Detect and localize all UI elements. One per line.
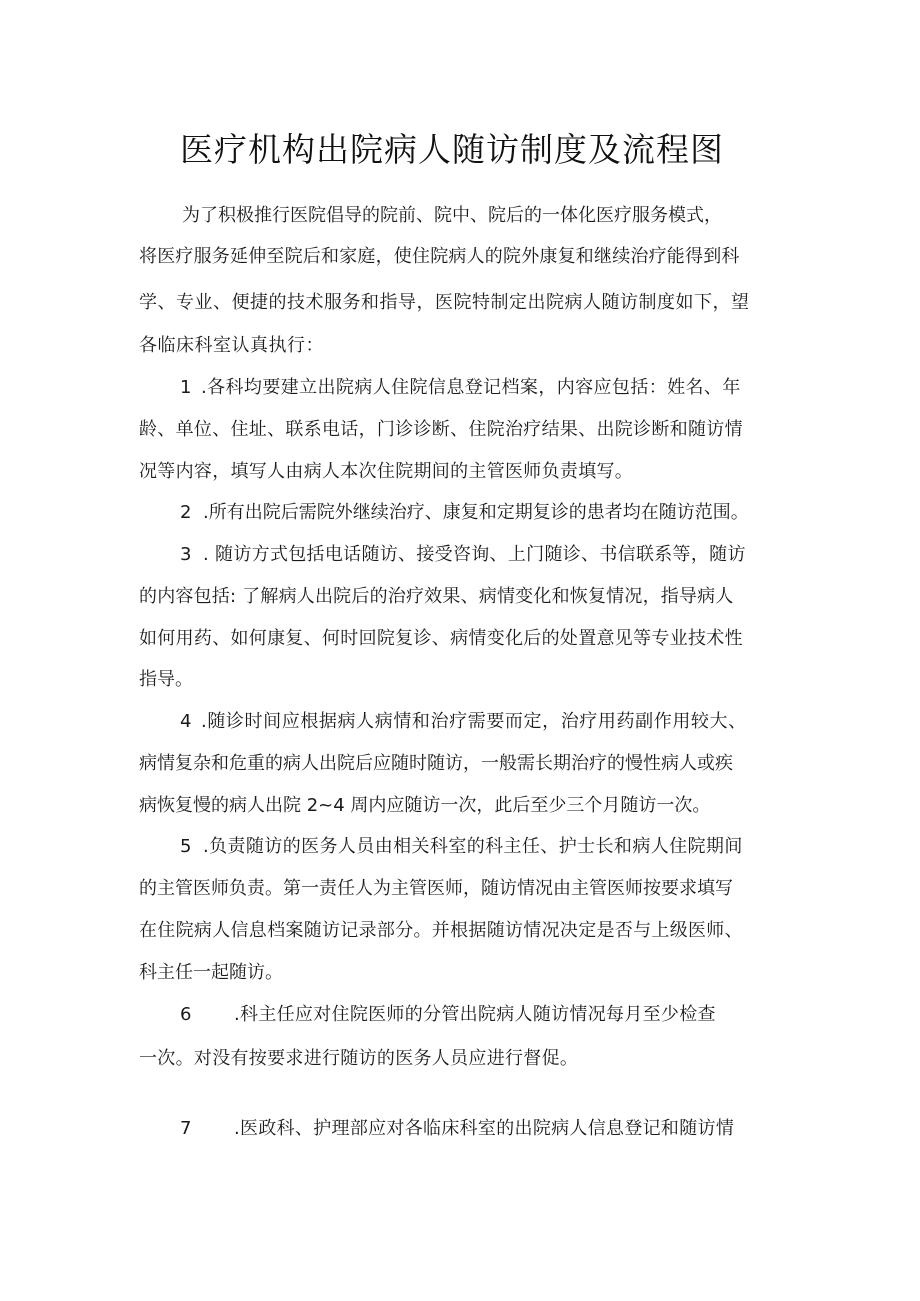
item-line: .负责随访的医务人员由相关科室的科主任、护士长和病人住院期间 xyxy=(203,836,743,857)
item-number: 6 xyxy=(180,1004,192,1025)
item-line: 科主任一起随访。 xyxy=(139,962,283,983)
item-line: . 随访方式包括电话随访、接受咨询、上门随诊、书信联系等，随访 xyxy=(203,544,746,565)
item-number: 7 xyxy=(180,1118,192,1139)
intro-line: 学、专业、便捷的技术服务和指导，医院特制定出院病人随访制度如下，望 xyxy=(139,292,750,313)
item-line: 病恢复慢的病人出院 2~4 周内应随访一次，此后至少三个月随访一次。 xyxy=(139,795,711,816)
item-line: 如何用药、如何康复、何时回院复诊、病情变化后的处置意见等专业技术性 xyxy=(139,628,743,649)
intro-line: 将医疗服务延伸至院后和家庭，使住院病人的院外康复和继续治疗能得到科 xyxy=(139,246,740,267)
item-line: 况等内容，填写人由病人本次住院期间的主管医师负责填写。 xyxy=(139,461,634,482)
item-number: 2 xyxy=(180,502,192,523)
item-number: 5 xyxy=(180,836,192,857)
item-line: 指导。 xyxy=(139,669,193,690)
intro-line: 各临床科室认真执行： xyxy=(139,335,324,356)
item-number: 4 xyxy=(180,711,192,732)
item-line: 病情复杂和危重的病人出院后应随时随访，一般需长期治疗的慢性病人或疾 xyxy=(139,753,733,774)
item-line: .医政科、护理部应对各临床科室的出院病人信息登记和随访情 xyxy=(234,1118,735,1139)
page-title: 医疗机构出院病人随访制度及流程图 xyxy=(180,130,724,169)
item-line: 的内容包括: 了解病人出院后的治疗效果、病情变化和恢复情况，指导病人 xyxy=(139,586,734,607)
intro-line: 为了积极推行医院倡导的院前、院中、院后的一体化医疗服务模式， xyxy=(182,205,722,226)
item-line: .科主任应对住院医师的分管出院病人随访情况每月至少检查 xyxy=(234,1004,716,1025)
item-line: 在住院病人信息档案随访记录部分。并根据随访情况决定是否与上级医师、 xyxy=(139,920,743,941)
item-line: 的主管医师负责。第一责任人为主管医师，随访情况由主管医师按要求填写 xyxy=(139,878,733,899)
item-line: .所有出院后需院外继续治疗、康复和定期复诊的患者均在随访范围。 xyxy=(203,502,749,523)
item-line: 一次。对没有按要求进行随访的医务人员应进行督促。 xyxy=(139,1048,579,1069)
item-line: 龄、单位、住址、联系电话，门诊诊断、住院治疗结果、出院诊断和随访情 xyxy=(139,419,743,440)
item-number: 1 xyxy=(180,377,192,398)
item-number: 3 xyxy=(180,544,192,565)
item-line: .各科均要建立出院病人住院信息登记档案，内容应包括：姓名、年 xyxy=(201,377,741,398)
item-line: .随诊时间应根据病人病情和治疗需要而定，治疗用药副作用较大、 xyxy=(201,711,747,732)
